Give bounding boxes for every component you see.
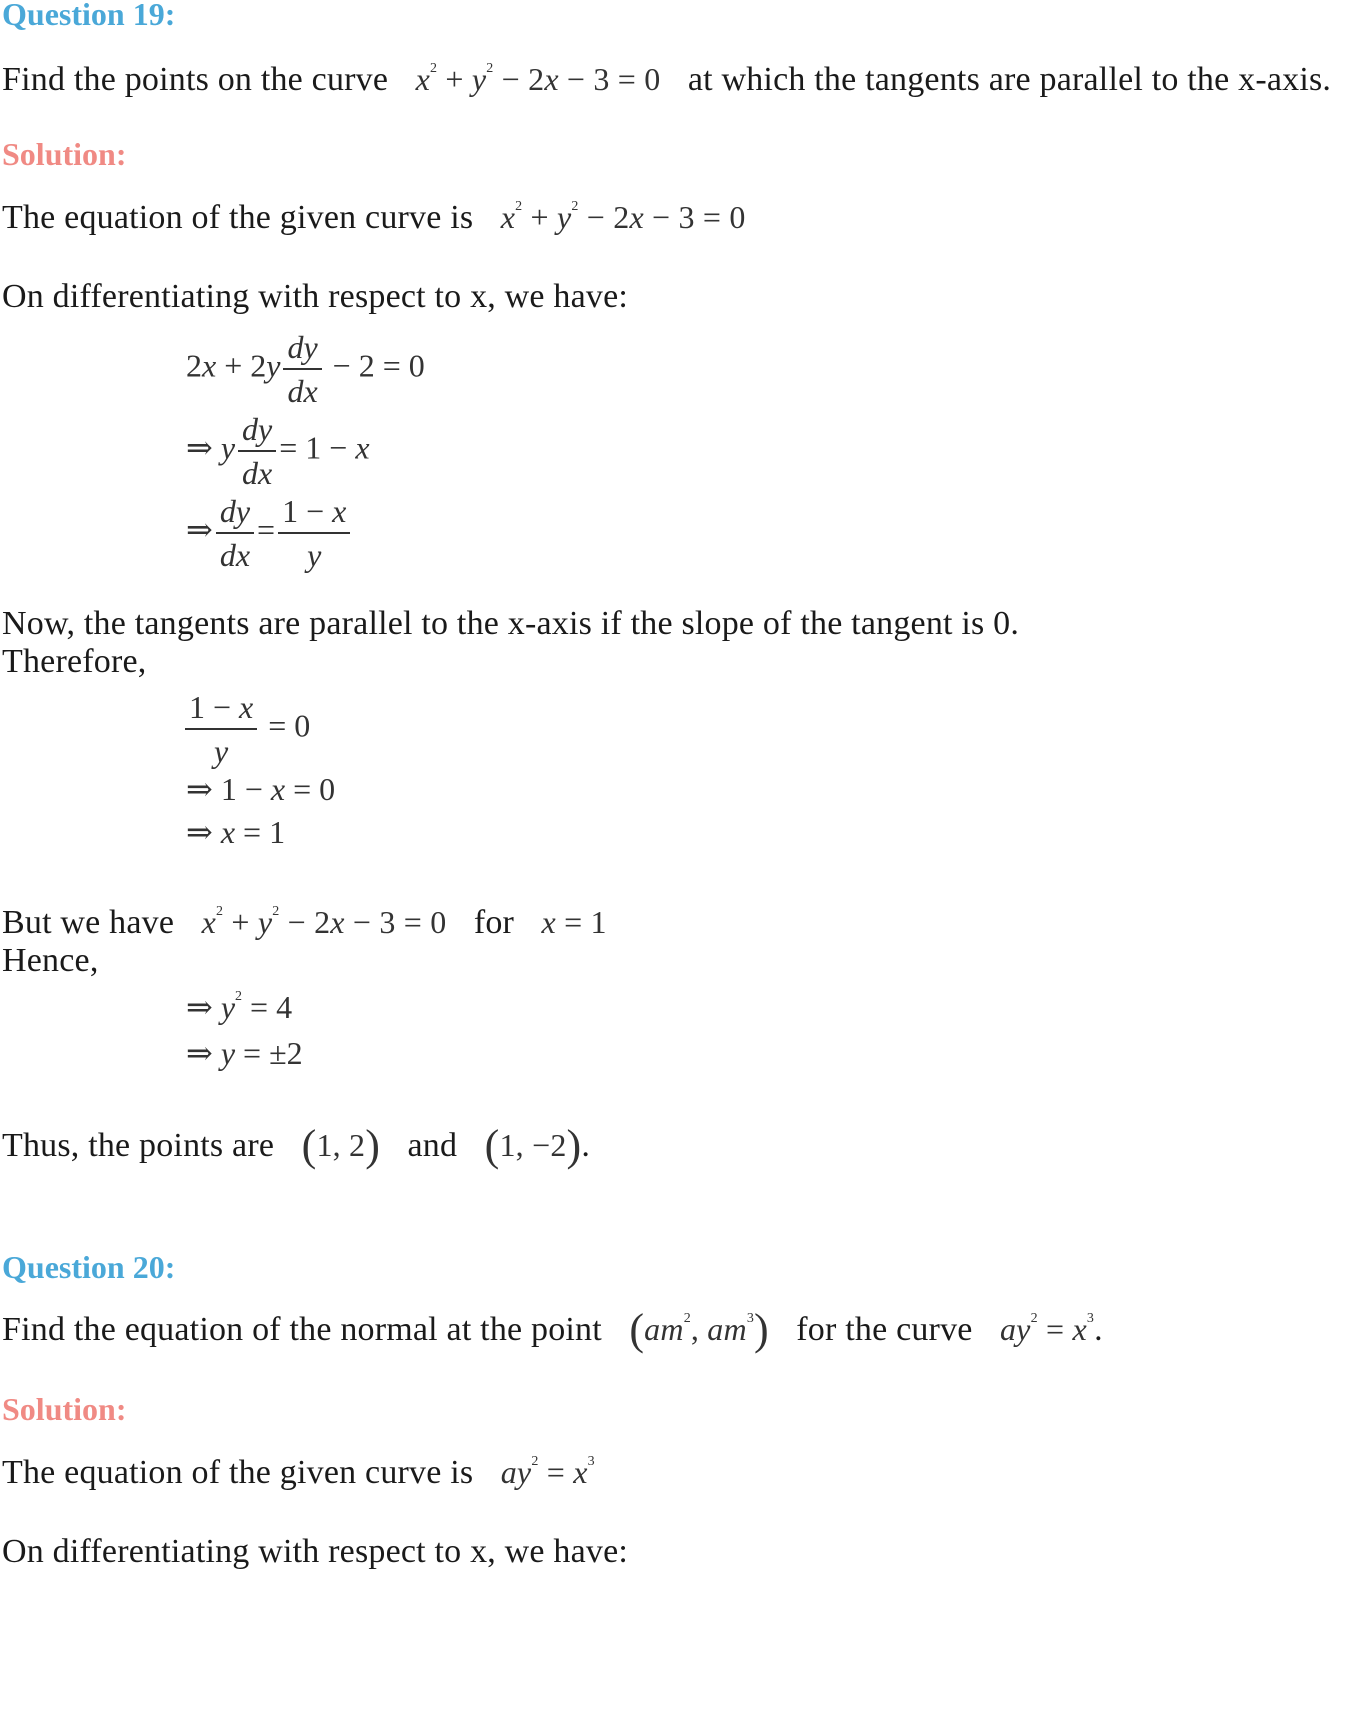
q20-given-line [2, 1451, 595, 1494]
q19-hence-line [2, 940, 99, 982]
q19-slope-step-1: $\frac{1 - x}{y}$ = 0 [182, 686, 310, 772]
q19-y-squared-step: ⇒ $y^2 = 4$ [186, 989, 293, 1025]
q19-curve-equation: $x^2 + y^2 - 2x - 3 = 0$ [415, 61, 661, 97]
question-20-prompt: Find the equation of the normal at the point ($am^2$, $am^3$) for the curve $ay^2 = x^3$. [2, 1305, 1103, 1354]
question-20-heading-text: Question 20: [2, 1249, 176, 1285]
q19-hence-text: Hence, [2, 942, 99, 979]
question-19-heading-text: Question 19: [2, 0, 176, 32]
q19-therefore-line [2, 641, 147, 683]
q19-for-text: for [473, 904, 515, 941]
q20-solution-heading-text: Solution: [2, 1391, 127, 1427]
q19-given-text: The equation of the given curve is [2, 199, 474, 236]
q19-differentiate-line [2, 276, 628, 318]
q19-and-text: and [407, 1127, 458, 1164]
question-19-heading [2, 0, 175, 33]
q20-prompt-mid: for the curve [796, 1311, 973, 1348]
q19-given-line [2, 196, 746, 239]
q19-y-value-step: ⇒ y = ±2 [186, 1035, 303, 1071]
q19-slope-text: Now, the tangents are parallel to the x-axis if the slope of the tangent is 0. [2, 605, 1020, 642]
q19-solution-heading-text: Solution: [2, 136, 127, 172]
q19-solution-heading [2, 136, 126, 173]
question-20-heading [2, 1249, 175, 1286]
q19-prompt-after: at which the tangents are parallel to the x-axis. [687, 61, 1332, 98]
q19-x-value: x = 1 [541, 904, 607, 940]
q20-curve-equation: $ay^2 = x^3$ [999, 1311, 1095, 1347]
q19-derivative-step-2: ⇒ y $\frac{dy}{dx}$ = 1 − x [186, 408, 370, 494]
q19-but-text: But we have [2, 904, 175, 941]
q20-given-text: The equation of the given curve is [2, 1454, 474, 1491]
q19-therefore-text: Therefore, [2, 643, 147, 680]
q19-derivative-step-3: ⇒ $\frac{dy}{dx}$ = $\frac{1 - x}{y}$ [186, 490, 353, 576]
q19-conclusion-line: Thus, the points are (1, 2) and (1, −2). [2, 1121, 591, 1170]
q19-slope-line [2, 603, 1019, 645]
q20-prompt-before: Find the equation of the normal at the point [2, 1311, 602, 1348]
q19-point-2: (1, −2) [484, 1121, 582, 1170]
q20-given-equation: $ay^2 = x^3$ [500, 1454, 595, 1490]
q19-derivative-step-1: 2x + 2y $\frac{dy}{dx}$ − 2 = 0 [186, 326, 425, 412]
q19-substitute-line [2, 901, 607, 944]
q20-differentiate-line [2, 1531, 628, 1573]
q19-given-equation: $x^2 + y^2 - 2x - 3 = 0$ [500, 199, 746, 235]
q20-differentiate-text: On differentiating with respect to x, we have: [2, 1533, 629, 1570]
q19-prompt-before: Find the points on the curve [2, 61, 389, 98]
question-19-prompt [2, 58, 1331, 101]
q19-substitute-equation: $x^2 + y^2 - 2x - 3 = 0$ [201, 904, 447, 940]
q19-slope-step-2: ⇒ 1 − x = 0 [186, 771, 336, 807]
q20-point: ($am^2$, $am^3$) [629, 1305, 769, 1354]
q19-differentiate-text: On differentiating with respect to x, we have: [2, 278, 629, 315]
q20-solution-heading [2, 1391, 126, 1428]
q19-point-1: (1, 2) [301, 1121, 381, 1170]
q19-thus-text: Thus, the points are [2, 1127, 275, 1164]
q19-slope-step-3: ⇒ x = 1 [186, 814, 286, 850]
